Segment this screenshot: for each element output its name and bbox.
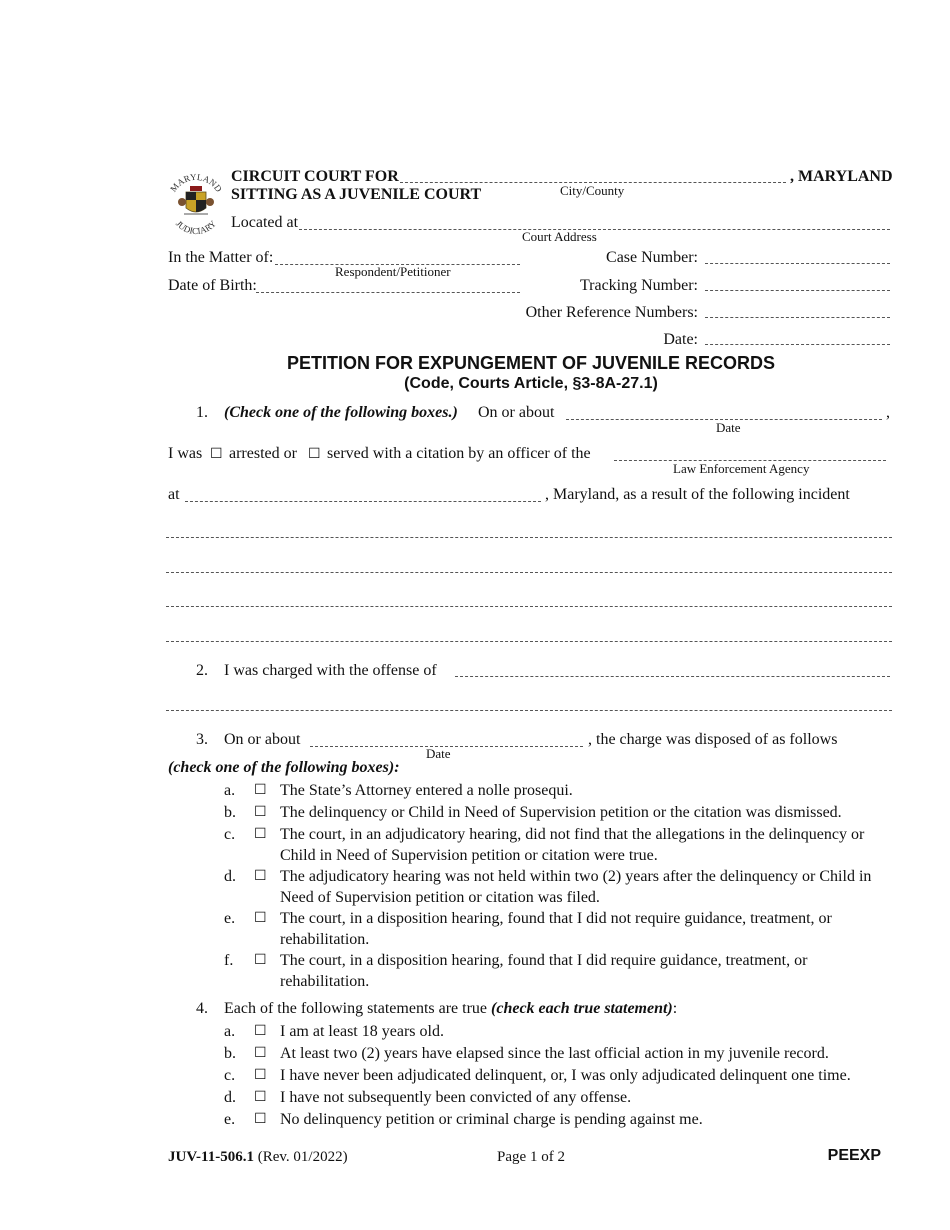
option-text: The court, in a disposition hearing, found that I did not require guidance, treatment, or rehabilitation. <box>280 910 832 948</box>
option-text: The court, in a disposition hearing, found that I did require guidance, treatment, or rehabilitation. <box>280 952 808 990</box>
statement-letter: a. <box>224 1023 236 1040</box>
city-county-caption: City/County <box>560 183 625 198</box>
option-letter: b. <box>224 804 236 821</box>
disposition-b-checkbox[interactable]: ☐ <box>254 804 267 820</box>
agency-caption: Law Enforcement Agency <box>673 461 810 476</box>
section4-number: 4. <box>196 1000 208 1017</box>
incident-label: , Maryland, as a result of the following incident <box>545 486 850 503</box>
section1-instruction: (Check one of the following boxes.) <box>224 404 458 421</box>
statement-text: No delinquency petition or criminal charge is pending against me. <box>280 1111 703 1128</box>
at-label: at <box>168 486 180 503</box>
incident-line-3[interactable] <box>166 606 892 607</box>
disposition-option-e <box>224 908 904 950</box>
statement-c <box>224 1065 904 1087</box>
court-address-caption: Court Address <box>522 229 597 244</box>
other-ref-label: Other Reference Numbers: <box>525 304 698 321</box>
offense-line-2[interactable] <box>166 710 892 711</box>
option-text: The court, in an adjudicatory hearing, did not find that the allegations in the delinquency or Child in Need of Supervision petition or citation were true. <box>280 826 865 864</box>
case-number-label: Case Number: <box>606 249 698 266</box>
citation-label: served with a citation by an officer of the <box>327 445 591 462</box>
statement-e <box>224 1109 904 1131</box>
disposition-option-d <box>224 866 904 908</box>
statement-d <box>224 1087 904 1109</box>
option-text: The adjudicatory hearing was not held within two (2) years after the delinquency or Child in Need of Supervision petition or citation was filed. <box>280 868 872 906</box>
statement-letter: e. <box>224 1111 236 1128</box>
section4-text: Each of the following statements are true <box>224 1000 488 1017</box>
option-letter: e. <box>224 910 236 927</box>
statement-text: I have not subsequently been convicted of any offense. <box>280 1089 632 1106</box>
section4-instruction: (check each true statement) <box>491 1000 673 1017</box>
date-caption: Date <box>716 420 741 435</box>
option-letter: c. <box>224 826 236 843</box>
section3-instruction: (check one of the following boxes): <box>168 759 400 776</box>
statement-e-checkbox[interactable]: ☐ <box>254 1111 267 1127</box>
option-letter: a. <box>224 782 236 799</box>
section4-heading <box>224 1000 677 1018</box>
other-ref-field[interactable] <box>705 317 890 318</box>
statement-letter: c. <box>224 1067 236 1084</box>
statement-text: At least two (2) years have elapsed since the last official action in my juvenile record. <box>280 1045 829 1062</box>
court-for-label: CIRCUIT COURT FOR <box>231 168 399 185</box>
section3-number: 3. <box>196 731 208 748</box>
seal-top-text: MARYLAND <box>168 171 224 194</box>
disposition-c-checkbox[interactable]: ☐ <box>254 826 267 842</box>
tracking-number-field[interactable] <box>705 290 890 291</box>
page-number: Page 1 of 2 <box>497 1149 565 1165</box>
disposition-e-checkbox[interactable]: ☐ <box>254 910 267 926</box>
dob-field[interactable] <box>256 292 520 293</box>
incident-line-4[interactable] <box>166 641 892 642</box>
maryland-judiciary-seal <box>164 168 228 240</box>
statement-text: I am at least 18 years old. <box>280 1023 444 1040</box>
disposition-option-a <box>224 780 904 802</box>
tracking-number-label: Tracking Number: <box>579 277 698 294</box>
sitting-label: SITTING AS A JUVENILE COURT <box>231 186 482 203</box>
incident-line-1[interactable] <box>166 537 892 538</box>
form-id: JUV-11-506.1 <box>168 1149 254 1165</box>
offense-field[interactable] <box>455 676 890 677</box>
option-letter: f. <box>224 952 234 969</box>
arrested-checkbox[interactable]: ☐ <box>210 446 223 462</box>
disposition-date-caption: Date <box>426 746 451 761</box>
section4-colon: : <box>672 1000 678 1017</box>
disposition-f-checkbox[interactable]: ☐ <box>254 952 267 968</box>
option-letter: d. <box>224 868 236 885</box>
option-text: The delinquency or Child in Need of Supervision petition or the citation was dismissed. <box>280 804 842 821</box>
page-title: PETITION FOR EXPUNGEMENT OF JUVENILE RECORDS <box>286 353 776 373</box>
statement-text: I have never been adjudicated delinquent, or, I was only adjudicated delinquent one time. <box>280 1067 851 1084</box>
disposition-option-b <box>224 802 904 824</box>
location-field[interactable] <box>185 501 541 502</box>
section3-on-or-about: On or about <box>224 731 301 748</box>
statement-letter: d. <box>224 1089 236 1106</box>
maryland-label: , MARYLAND <box>790 168 893 185</box>
section1-number: 1. <box>196 404 208 421</box>
date-field[interactable] <box>705 344 890 345</box>
disposition-option-f <box>224 950 904 992</box>
svg-text:JUDICIARY <box>174 218 219 236</box>
seal-bottom-text: JUDICIARY <box>173 218 219 237</box>
page-subtitle: (Code, Courts Article, §3-8A-27.1) <box>404 375 658 392</box>
arrested-label: arrested or <box>229 445 297 462</box>
in-matter-label: In the Matter of: <box>168 249 274 266</box>
citation-checkbox[interactable]: ☐ <box>308 446 321 462</box>
section2-number: 2. <box>196 662 208 679</box>
section2-text: I was charged with the offense of <box>224 662 437 679</box>
section1-on-or-about: On or about <box>478 404 555 421</box>
case-number-field[interactable] <box>705 263 890 264</box>
disposition-option-c <box>224 824 904 866</box>
statement-a <box>224 1021 904 1043</box>
section3-disposed: , the charge was disposed of as follows <box>588 731 838 748</box>
section1-comma: , <box>886 404 890 421</box>
located-at-label: Located at <box>231 214 299 231</box>
disposition-a-checkbox[interactable]: ☐ <box>254 782 267 798</box>
statement-c-checkbox[interactable]: ☐ <box>254 1067 267 1083</box>
dob-label: Date of Birth: <box>168 277 257 294</box>
option-text: The State’s Attorney entered a nolle prosequi. <box>280 782 573 799</box>
statement-d-checkbox[interactable]: ☐ <box>254 1089 267 1105</box>
date-label: Date: <box>663 331 698 348</box>
form-code: PEEXP <box>827 1147 881 1164</box>
statement-letter: b. <box>224 1045 236 1062</box>
statement-b-checkbox[interactable]: ☐ <box>254 1045 267 1061</box>
i-was-label: I was <box>168 445 203 462</box>
disposition-d-checkbox[interactable]: ☐ <box>254 868 267 884</box>
incident-line-2[interactable] <box>166 572 892 573</box>
statement-a-checkbox[interactable]: ☐ <box>254 1023 267 1039</box>
respondent-caption: Respondent/Petitioner <box>335 264 451 279</box>
form-revision: (Rev. 01/2022) <box>257 1149 348 1165</box>
statement-b <box>224 1043 904 1065</box>
